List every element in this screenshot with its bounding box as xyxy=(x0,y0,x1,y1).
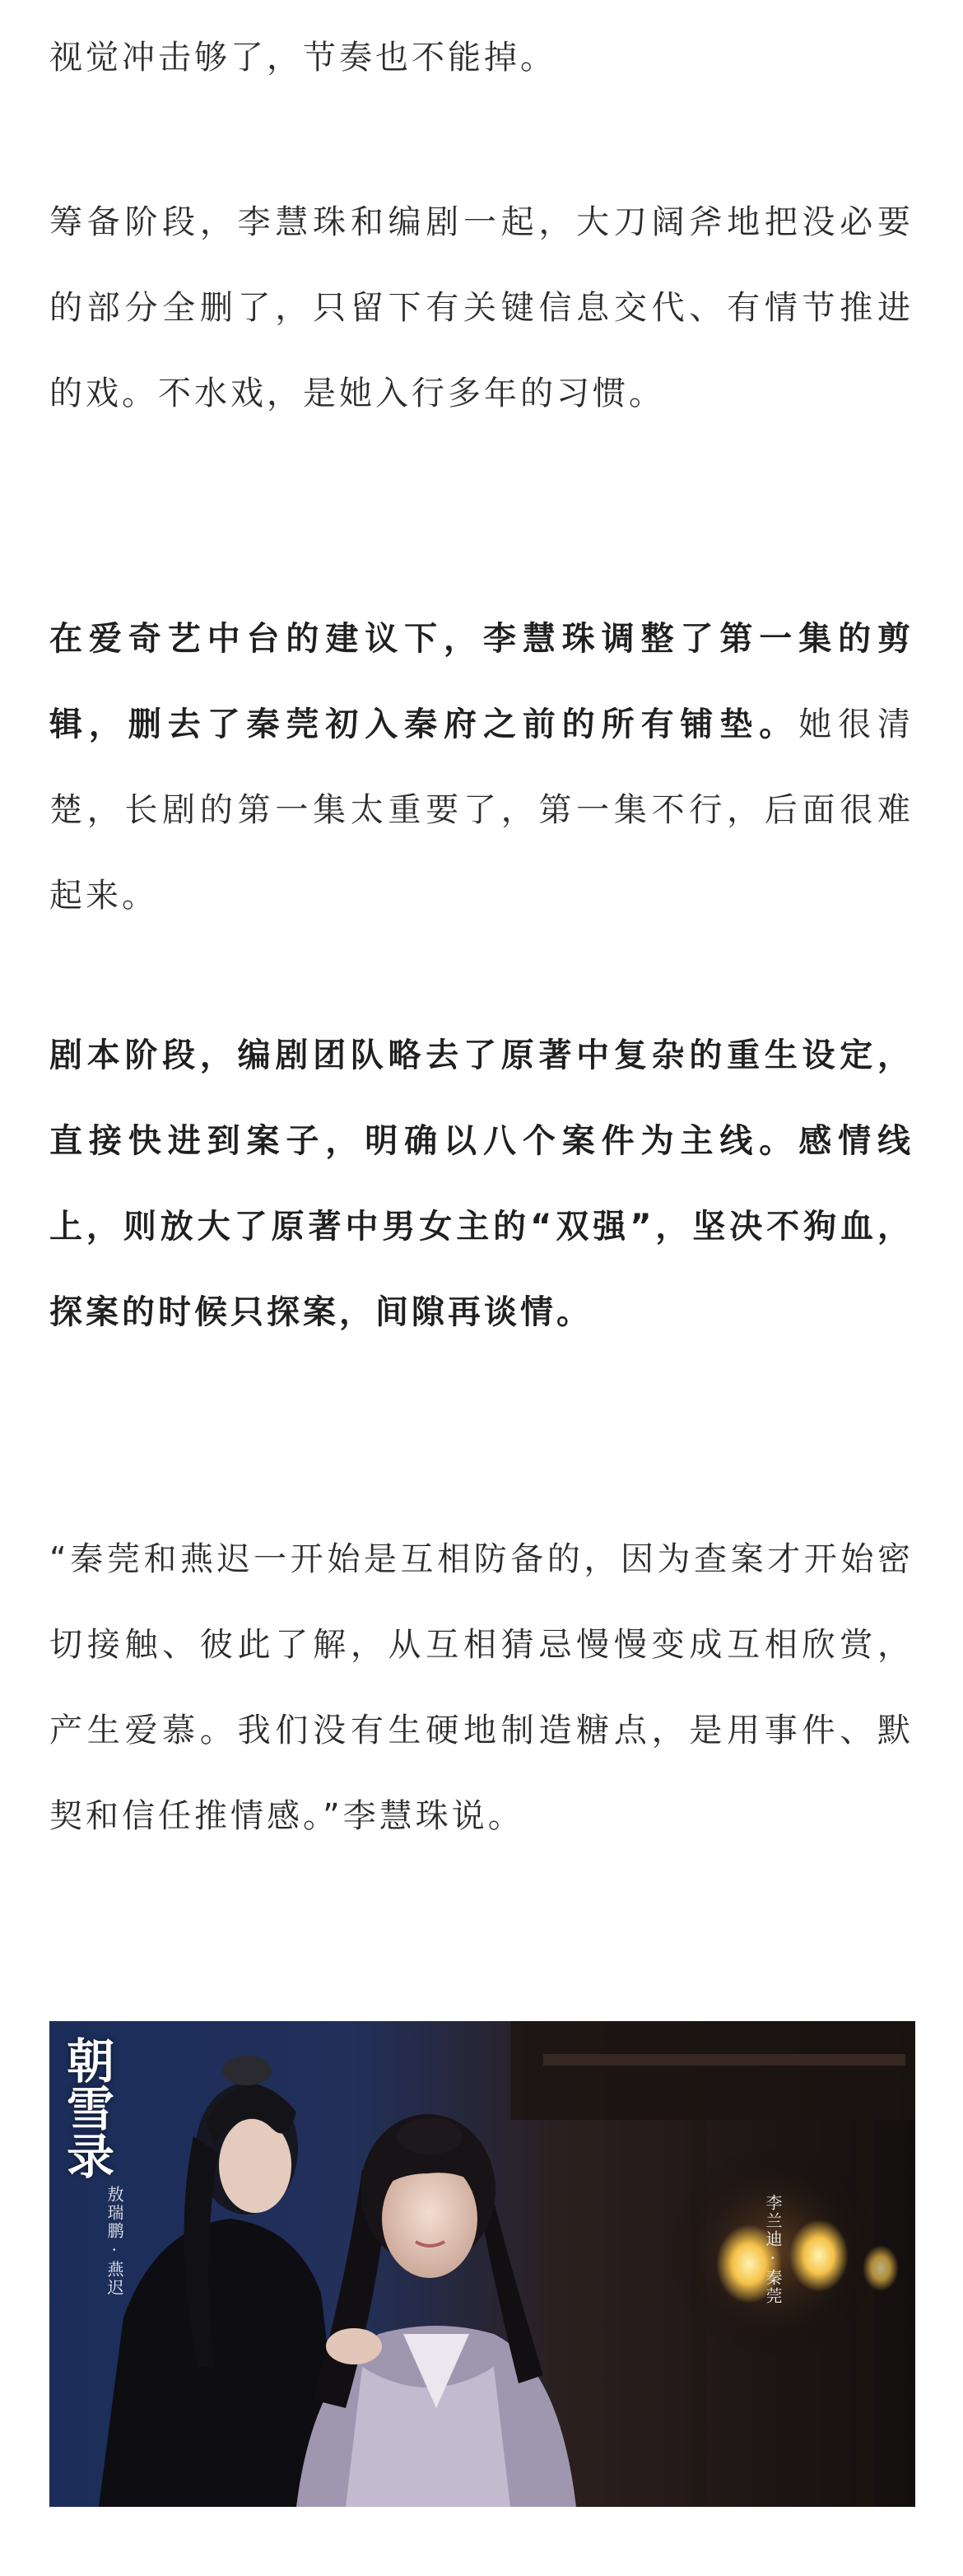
paragraph-3 xyxy=(49,596,914,939)
paragraph-2 xyxy=(49,179,914,436)
paragraph-3-bold-text: 在爱奇艺中台的建议下，李慧珠调整了第一集的剪辑，删去了秦莞初入秦府之前的所有铺垫。 xyxy=(49,620,914,743)
paragraph-5 xyxy=(49,1516,914,1859)
paragraph-5-text: “秦莞和燕迟一开始是互相防备的，因为查案才开始密切接触、彼此了解，从互相猜忌慢慢变成互相欣赏，产生爱慕。我们没有生硬地制造糖点，是用事件、默契和信任推情感。”李慧珠说。 xyxy=(49,1540,914,1835)
drama-title-calligraphy: 朝雪录 xyxy=(58,2036,114,2179)
actor-credit-left: 敖瑞鹏 · 燕迟 xyxy=(105,2186,124,2298)
drama-still-photo xyxy=(49,2021,915,2507)
paragraph-4 xyxy=(49,1013,914,1355)
paragraph-2-text: 筹备阶段，李慧珠和编剧一起，大刀阔斧地把没必要的部分全删了，只留下有关键信息交代、有情节推进的戏。不水戏，是她入行多年的习惯。 xyxy=(49,203,914,412)
paragraph-3-text: 她很清楚，长剧的第一集太重要了，第一集不行，后面很难起来。 xyxy=(49,706,914,915)
photo-illustration xyxy=(49,2021,915,2507)
actor-credit-right: 李兰迪 · 秦莞 xyxy=(763,2194,783,2306)
paragraph-1 xyxy=(49,15,914,100)
paragraph-1-text: 视觉冲击够了，节奏也不能掉。 xyxy=(49,39,556,77)
paragraph-4-bold-text: 剧本阶段，编剧团队略去了原著中复杂的重生设定，直接快进到案子，明确以八个案件为主线。感情线上，则放大了原著中男女主的“双强”，坚决不狗血，探案的时候只探案，间隙再谈情。 xyxy=(49,1036,914,1331)
